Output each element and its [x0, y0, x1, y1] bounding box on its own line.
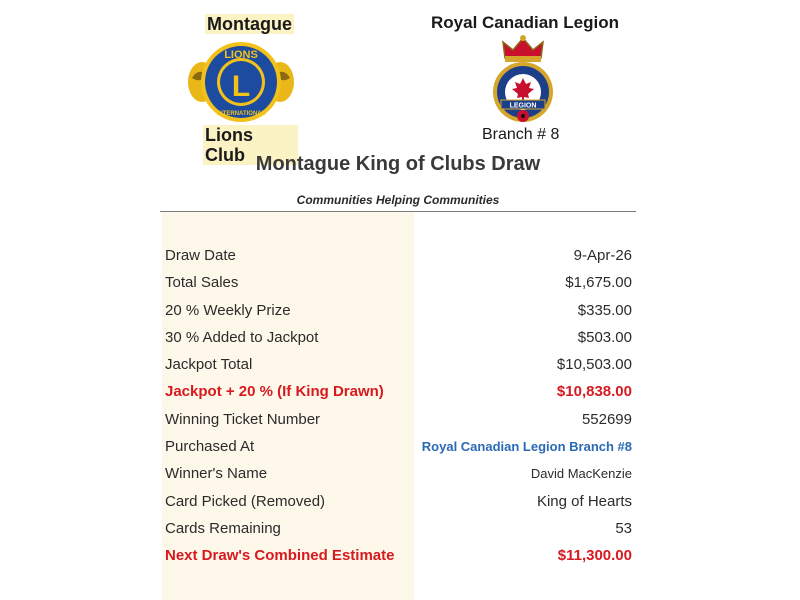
row-added-to-jackpot — [162, 324, 636, 351]
row-weekly-prize — [162, 297, 636, 324]
draw-results-table — [162, 242, 636, 570]
legion-name-top: Royal Canadian Legion — [431, 13, 619, 32]
legion-logo-block — [428, 10, 618, 150]
svg-text:L: L — [231, 70, 251, 103]
legion-branch-label: Branch # 8 — [482, 126, 560, 143]
row-label: Draw Date — [165, 247, 236, 264]
row-value: $503.00 — [577, 328, 632, 346]
row-total-sales — [162, 269, 636, 296]
row-winners-name — [162, 460, 636, 487]
row-label: Jackpot + 20 % (If King Drawn) — [165, 383, 384, 401]
row-cards-remaining — [162, 515, 636, 542]
row-draw-date — [162, 242, 636, 269]
lions-club-name-top: Montague — [207, 14, 292, 34]
row-card-picked — [162, 488, 636, 515]
row-value: 53 — [615, 519, 632, 537]
row-winning-ticket-number — [162, 406, 636, 433]
row-label: 30 % Added to Jackpot — [165, 328, 319, 346]
row-next-draw-estimate — [162, 542, 636, 569]
lions-club-logo-icon — [188, 38, 294, 126]
row-label: Winner's Name — [165, 465, 268, 483]
row-label: Winning Ticket Number — [165, 410, 321, 428]
row-value: 9-Apr-26 — [573, 247, 632, 264]
lions-club-name-bottom: Lions Club — [203, 125, 298, 165]
row-label: Purchased At — [165, 438, 255, 456]
row-value: $1,675.00 — [565, 274, 632, 292]
svg-text:INTERNATIONAL: INTERNATIONAL — [216, 111, 266, 117]
row-label: Jackpot Total — [165, 356, 253, 374]
page-title: Montague King of Clubs Draw — [255, 153, 541, 175]
row-jackpot-if-king-drawn — [162, 378, 636, 405]
row-value: $11,300.00 — [557, 547, 632, 565]
row-label: Total Sales — [165, 274, 239, 292]
legion-badge-icon — [483, 32, 563, 127]
row-jackpot-total — [162, 351, 636, 378]
row-label: Cards Remaining — [165, 519, 281, 537]
row-purchased-at — [162, 433, 636, 460]
svg-text:LIONS: LIONS — [224, 49, 258, 61]
svg-text:LEGION: LEGION — [509, 102, 537, 110]
row-value: David MacKenzie — [530, 466, 632, 482]
row-label: Card Picked (Removed) — [165, 492, 326, 510]
row-value: 552699 — [581, 410, 632, 428]
row-value: Royal Canadian Legion Branch #8 — [421, 439, 632, 455]
row-value: $10,503.00 — [556, 356, 632, 374]
lions-club-logo-block — [188, 10, 298, 165]
row-label: Next Draw's Combined Estimate — [165, 547, 395, 565]
row-label: 20 % Weekly Prize — [165, 301, 291, 319]
page-subtitle: Communities Helping Communities — [296, 193, 500, 207]
row-value: King of Hearts — [536, 492, 632, 510]
row-value: $10,838.00 — [556, 383, 632, 401]
row-value: $335.00 — [577, 301, 632, 319]
